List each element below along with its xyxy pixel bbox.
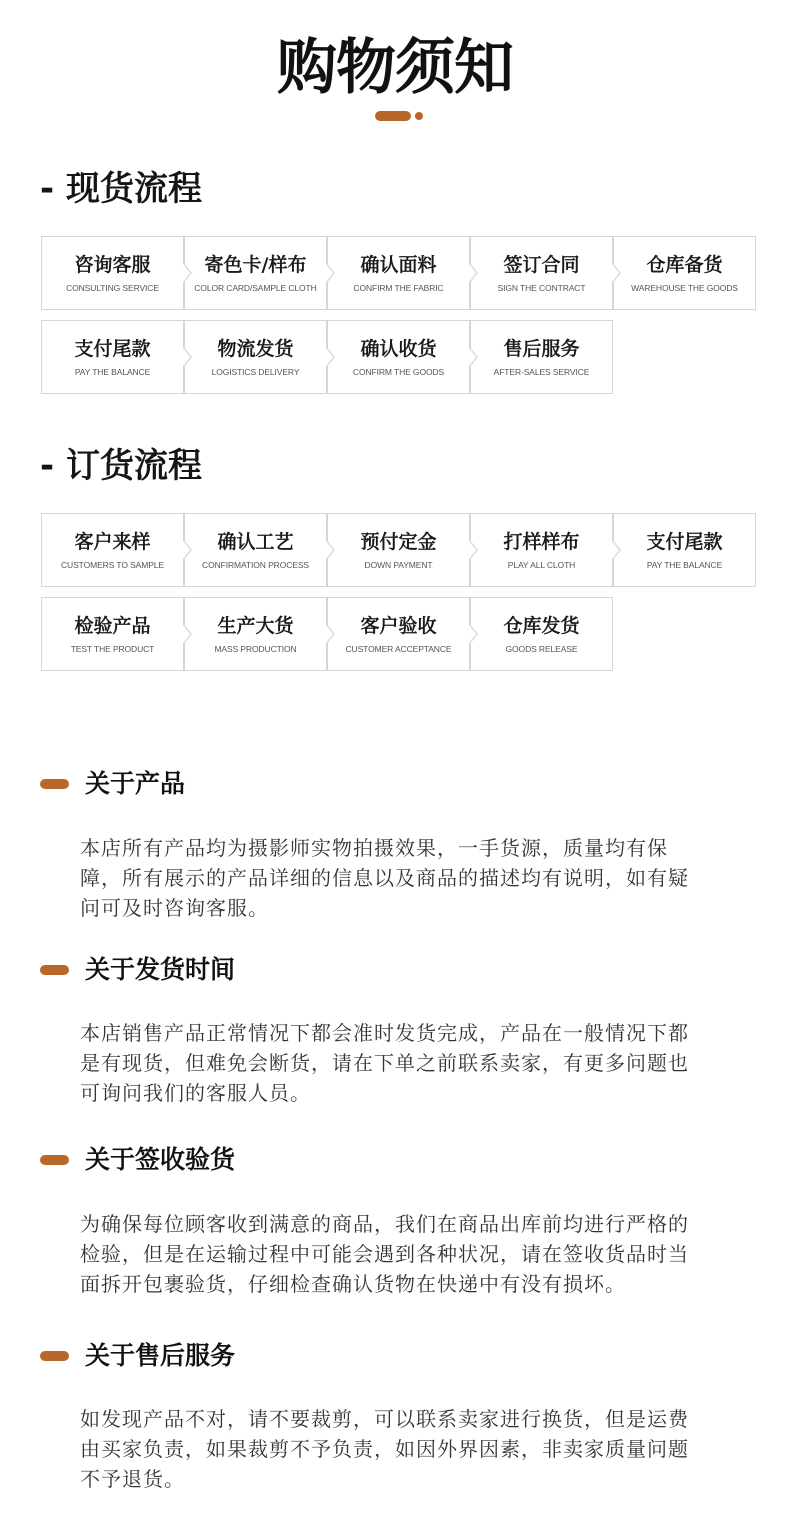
step-subtitle: COLOR CARD/SAMPLE CLOTH <box>194 283 317 293</box>
step-title: 确认工艺 <box>217 531 294 553</box>
note-heading-text: 关于产品 <box>85 769 186 798</box>
step-title: 支付尾款 <box>74 338 151 360</box>
process-step <box>41 597 184 671</box>
process-step <box>470 236 613 310</box>
title-deco-pill <box>375 111 411 121</box>
note-line: 可询问我们的客服人员。 <box>80 1081 311 1105</box>
step-title: 确认面料 <box>360 254 437 276</box>
note-line: 是有现货，但难免会断货，请在下单之前联系卖家，有更多问题也 <box>80 1051 689 1075</box>
step-title: 支付尾款 <box>646 531 723 553</box>
note-line: 为确保每位顾客收到满意的商品，我们在商品出库前均进行严格的 <box>80 1212 689 1236</box>
process-step <box>470 320 613 394</box>
heading-bar-icon <box>40 779 69 789</box>
note-line: 面拆开包裹验货，仔细检查确认货物在快递中有没有损坏。 <box>80 1272 626 1296</box>
note-heading-text: 关于签收验货 <box>85 1145 236 1174</box>
title-deco-dot <box>415 112 423 120</box>
step-subtitle: PLAY ALL CLOTH <box>507 560 576 570</box>
step-subtitle: CONFIRM THE GOODS <box>352 367 445 377</box>
step-subtitle: TEST THE PRODUCT <box>70 644 155 654</box>
step-subtitle: PAY THE BALANCE <box>646 560 723 570</box>
step-title: 生产大货 <box>217 615 294 637</box>
process-step <box>613 236 756 310</box>
step-title: 检验产品 <box>74 615 151 637</box>
step-title: 客户验收 <box>360 615 437 637</box>
process-step <box>184 236 327 310</box>
process-step <box>327 320 470 394</box>
order-process-heading: - 订货流程 <box>40 446 202 486</box>
note-line: 如发现产品不对，请不要裁剪，可以联系卖家进行换货，但是运费 <box>80 1407 689 1431</box>
note-line: 本店所有产品均为摄影师实物拍摄效果，一手货源，质量均有保 <box>80 836 668 860</box>
step-title: 预付定金 <box>360 531 437 553</box>
process-step <box>184 597 327 671</box>
heading-bar-icon <box>40 1351 69 1361</box>
note-line: 检验，但是在运输过程中可能会遇到各种状况，请在签收货品时当 <box>80 1242 689 1266</box>
note-heading-text: 关于售后服务 <box>85 1341 236 1370</box>
note-line: 由买家负责，如果裁剪不予负责，如因外界因素，非卖家质量问题 <box>80 1437 689 1461</box>
step-subtitle: AFTER-SALES SERVICE <box>493 367 590 377</box>
note-line: 本店销售产品正常情况下都会准时发货完成，产品在一般情况下都 <box>80 1021 689 1045</box>
process-step <box>613 513 756 587</box>
note-body-after-sales <box>80 1404 760 1494</box>
step-title: 客户来样 <box>74 531 151 553</box>
step-subtitle: CONSULTING SERVICE <box>66 283 159 293</box>
step-title: 仓库备货 <box>646 254 723 276</box>
step-subtitle: GOODS RELEASE <box>505 644 578 654</box>
step-subtitle: MASS PRODUCTION <box>214 644 297 654</box>
step-subtitle: WAREHOUSE THE GOODS <box>631 283 738 293</box>
note-line: 问可及时咨询客服。 <box>80 896 269 920</box>
step-subtitle: DOWN PAYMENT <box>364 560 433 570</box>
note-body-inspection <box>80 1209 760 1299</box>
step-title: 签订合同 <box>503 254 580 276</box>
heading-bar-icon <box>40 1155 69 1165</box>
step-subtitle: CUSTOMER ACCEPTANCE <box>345 644 452 654</box>
spot-process-heading: - 现货流程 <box>40 169 202 209</box>
process-step <box>470 513 613 587</box>
heading-bar-icon <box>40 965 69 975</box>
note-body-product <box>80 833 760 923</box>
step-title: 咨询客服 <box>74 254 151 276</box>
step-subtitle: LOGISTICS DELIVERY <box>211 367 300 377</box>
process-step <box>184 513 327 587</box>
process-step <box>327 236 470 310</box>
process-step <box>41 236 184 310</box>
page-title: 购物须知 <box>277 33 513 103</box>
step-title: 售后服务 <box>503 338 580 360</box>
step-title: 物流发货 <box>217 338 294 360</box>
step-subtitle: CONFIRMATION PROCESS <box>202 560 309 570</box>
step-subtitle: PAY THE BALANCE <box>74 367 151 377</box>
note-line: 障，所有展示的产品详细的信息以及商品的描述均有说明，如有疑 <box>80 866 689 890</box>
process-step <box>41 320 184 394</box>
note-line: 不予退货。 <box>80 1467 185 1491</box>
process-step <box>41 513 184 587</box>
step-subtitle: CONFIRM THE FABRIC <box>353 283 444 293</box>
step-subtitle: CUSTOMERS TO SAMPLE <box>61 560 164 570</box>
note-heading-text: 关于发货时间 <box>85 955 236 984</box>
process-step <box>184 320 327 394</box>
process-step <box>327 513 470 587</box>
process-step <box>470 597 613 671</box>
step-title: 打样样布 <box>503 531 580 553</box>
note-body-shipping <box>80 1018 760 1108</box>
step-title: 确认收货 <box>360 338 437 360</box>
step-subtitle: SIGN THE CONTRACT <box>497 283 586 293</box>
process-step <box>327 597 470 671</box>
step-title: 仓库发货 <box>503 615 580 637</box>
step-title: 寄色卡/样布 <box>204 254 307 276</box>
